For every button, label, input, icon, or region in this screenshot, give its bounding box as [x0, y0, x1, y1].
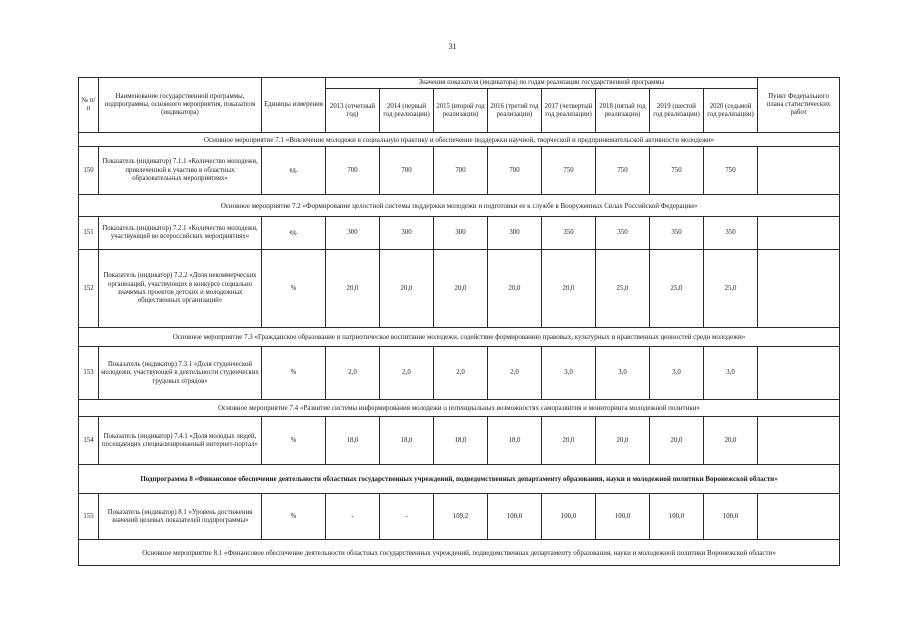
federal-plan-cell	[758, 217, 840, 250]
row-number: 153	[79, 347, 99, 400]
unit-cell: %	[262, 347, 326, 400]
value-cell: 300	[380, 217, 434, 250]
page-number: 31	[448, 42, 457, 51]
indicator-name: Показатель (индикатор) 7.1.1 «Количество молодежи, привлеченной к участию в областных образовательных мероприятиях»	[99, 147, 262, 195]
value-cell: 100,0	[488, 494, 542, 540]
value-cell: 750	[650, 147, 704, 195]
value-cell: -	[380, 494, 434, 540]
value-cell: 20,0	[542, 417, 596, 465]
header-year-2020: 2020 (седьмой год реализации)	[704, 89, 758, 133]
value-cell: 3,0	[542, 347, 596, 400]
header-year-2015: 2015 (второй год реализации)	[434, 89, 488, 133]
unit-cell: ед.	[262, 217, 326, 250]
header-name: Наименование государственной программы, подпрограммы, основного мероприятия, показателя (индикатора)	[99, 78, 262, 133]
unit-cell: %	[262, 250, 326, 328]
value-cell: 18,0	[434, 417, 488, 465]
value-cell: 20,0	[704, 417, 758, 465]
value-cell: 100,0	[596, 494, 650, 540]
indicator-name: Показатель (индикатор) 7.2.1 «Количество молодежи, участвующей во всероссийских мероприятиях»	[99, 217, 262, 250]
value-cell: 750	[596, 147, 650, 195]
header-unit: Единицы измерения	[262, 78, 326, 133]
value-cell: 300	[488, 217, 542, 250]
value-cell: 700	[488, 147, 542, 195]
header-federal-plan: Пункт Федерального плана статистических работ	[758, 78, 840, 133]
value-cell: 20,0	[488, 250, 542, 328]
header-year-2014: 2014 (первый год реализации)	[380, 89, 434, 133]
row-number: 154	[79, 417, 99, 465]
row-number: 151	[79, 217, 99, 250]
value-cell: 20,0	[326, 250, 380, 328]
value-cell: 700	[380, 147, 434, 195]
table-row	[79, 417, 840, 465]
value-cell: 750	[704, 147, 758, 195]
value-cell: 350	[542, 217, 596, 250]
header-year-2016: 2016 (третий год реализации)	[488, 89, 542, 133]
federal-plan-cell	[758, 250, 840, 328]
value-cell: 25,0	[596, 250, 650, 328]
value-cell: 350	[596, 217, 650, 250]
value-cell: 25,0	[650, 250, 704, 328]
header-year-2019: 2019 (шестой год реализации)	[650, 89, 704, 133]
value-cell: 20,0	[650, 417, 704, 465]
header-year-2017: 2017 (четвертый год реализации)	[542, 89, 596, 133]
section-heading: Основное мероприятие 8.1 «Финансовое обеспечение деятельности областных государственных учреждений, подведомственных департаменту образования, науки и молодежной политики Воронежской области»	[79, 540, 840, 566]
value-cell: 700	[434, 147, 488, 195]
value-cell: 2,0	[326, 347, 380, 400]
federal-plan-cell	[758, 147, 840, 195]
value-cell: 100,0	[542, 494, 596, 540]
value-cell: 18,0	[380, 417, 434, 465]
value-cell: 2,0	[488, 347, 542, 400]
section-heading: Основное мероприятие 7.4 «Развитие системы информирования молодежи о потенциальных возможностях саморазвития и мониторинга молодежной политики»	[79, 400, 840, 417]
row-number: 155	[79, 494, 99, 540]
header-year-2013: 2013 (отчетный год)	[326, 89, 380, 133]
unit-cell: %	[262, 417, 326, 465]
section-heading: Основное мероприятие 7.1 «Вовлечение молодежи в социальную практику и обеспечение поддержки научной, творческой и предпринимательской активности молодежи»	[79, 133, 840, 147]
section-heading: Основное мероприятие 7.3 «Гражданское образование и патриотическое воспитание молодежи, содействие формированию правовых, культурных и нравственных ценностей среди молодежи»	[79, 328, 840, 347]
header-year-2018: 2018 (пятый год реализации)	[596, 89, 650, 133]
value-cell: 18,0	[488, 417, 542, 465]
row-number: 150	[79, 147, 99, 195]
value-cell: 300	[434, 217, 488, 250]
table-row	[79, 347, 840, 400]
value-cell: 350	[650, 217, 704, 250]
value-cell: 100,0	[650, 494, 704, 540]
value-cell: 109,2	[434, 494, 488, 540]
value-cell: 20,0	[434, 250, 488, 328]
unit-cell: %	[262, 494, 326, 540]
value-cell: 300	[326, 217, 380, 250]
value-cell: 2,0	[434, 347, 488, 400]
value-cell: 18,0	[326, 417, 380, 465]
federal-plan-cell	[758, 417, 840, 465]
value-cell: 700	[326, 147, 380, 195]
value-cell: -	[326, 494, 380, 540]
table-row	[79, 217, 840, 250]
indicator-name: Показатель (индикатор) 7.2.2 «Доля некоммерческих организаций, участвующих в конкурсе социально значимых проектов детских и молодежных общественных организаций»	[99, 250, 262, 328]
value-cell: 20,0	[596, 417, 650, 465]
value-cell: 3,0	[596, 347, 650, 400]
indicators-table	[78, 77, 840, 566]
value-cell: 3,0	[650, 347, 704, 400]
section-heading: Основное мероприятие 7.2 «Формирование целостной системы поддержки молодежи и подготовки ее к службе в Вооруженных Силах Российской Федерации»	[79, 195, 840, 217]
table-row	[79, 250, 840, 328]
value-cell: 350	[704, 217, 758, 250]
indicator-name: Показатель (индикатор) 8.1 «Уровень достижения значений целевых показателей подпрограммы»	[99, 494, 262, 540]
value-cell: 2,0	[380, 347, 434, 400]
table-row	[79, 494, 840, 540]
table-row	[79, 147, 840, 195]
unit-cell: ед.	[262, 147, 326, 195]
federal-plan-cell	[758, 494, 840, 540]
value-cell: 750	[542, 147, 596, 195]
header-no: № п/п	[79, 78, 99, 133]
value-cell: 3,0	[704, 347, 758, 400]
header-values-group: Значения показателя (индикатора) по годам реализации государственной программы	[326, 78, 758, 89]
value-cell: 20,0	[380, 250, 434, 328]
value-cell: 20,0	[542, 250, 596, 328]
value-cell: 100,0	[704, 494, 758, 540]
value-cell: 25,0	[704, 250, 758, 328]
federal-plan-cell	[758, 347, 840, 400]
row-number: 152	[79, 250, 99, 328]
subprogram-heading: Подпрограмма 8 «Финансовое обеспечение деятельности областных государственных учреждений, подведомственных департаменту образования, науки и молодежной политики Воронежской области»	[79, 465, 840, 494]
indicator-name: Показатель (индикатор) 7.4.1 «Доля молодых людей, посещающих специализированный интернет-портал»	[99, 417, 262, 465]
indicator-name: Показатель (индикатор) 7.3.1 «Доля студенческой молодежи, участвующей в деятельности студенческих трудовых отрядов»	[99, 347, 262, 400]
